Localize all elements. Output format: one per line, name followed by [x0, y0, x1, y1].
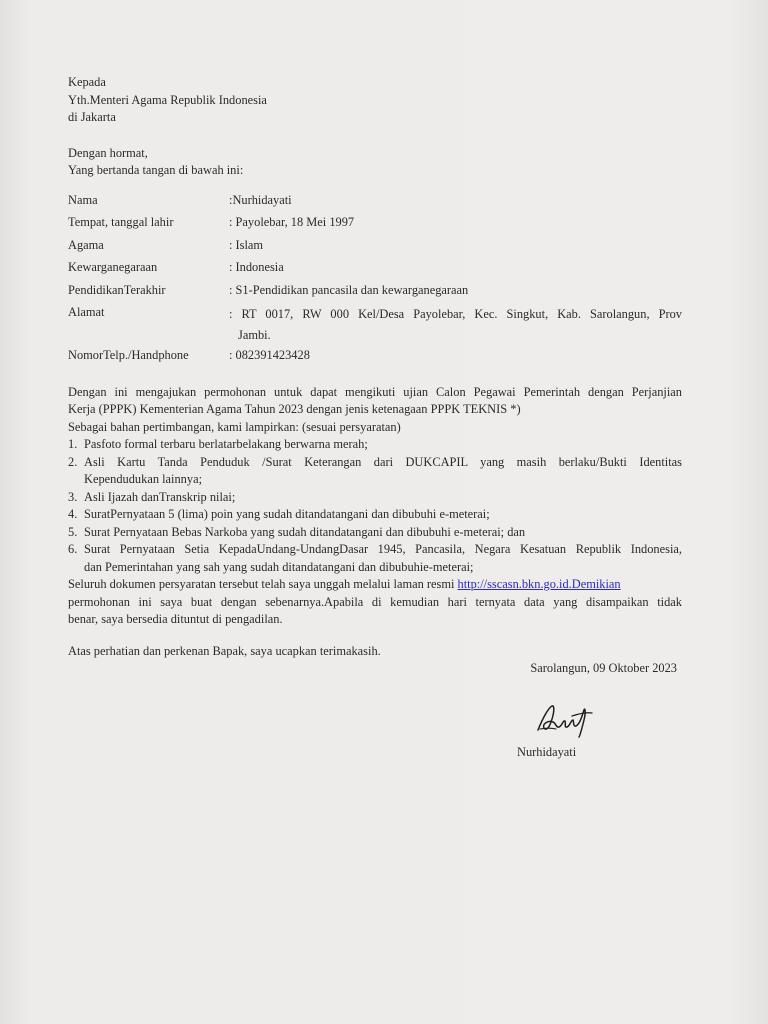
- request-paragraph: [68, 384, 682, 437]
- identity-value: :Nurhidayati: [229, 192, 292, 207]
- list-item: [68, 436, 682, 454]
- attachments-list: [68, 436, 682, 576]
- identity-row-kewarganegaraan: [68, 259, 682, 282]
- identity-label: Nama: [68, 192, 98, 207]
- identity-row-nama: [68, 192, 682, 215]
- identity-label: Agama: [68, 237, 104, 252]
- closing-paragraph: [68, 576, 682, 629]
- letter-body: [68, 74, 682, 759]
- closing-line: benar, saya bersedia dituntut di pengadilan.: [68, 612, 283, 626]
- identity-value: : Indonesia: [229, 260, 284, 274]
- identity-row-agama: [68, 237, 682, 260]
- closing-line: permohonan ini saya buat dengan sebenarnya.Apabila di kemudian hari ternyata data yang disampaikan tidak: [68, 594, 682, 609]
- list-item: [68, 541, 682, 576]
- list-text: Asli Ijazah danTranskrip nilai;: [84, 489, 236, 504]
- sscasn-link[interactable]: http://sscasn.bkn.go.id.Demikian: [457, 577, 621, 591]
- recipient-place: di Jakarta: [68, 110, 116, 124]
- list-text: Asli Kartu Tanda Penduduk /Surat Keterangan dari DUKCAPIL yang masih berlaku/Bukti Identitas: [84, 454, 682, 469]
- list-item: [68, 506, 682, 524]
- identity-label: Alamat: [68, 305, 105, 319]
- list-number: 2.: [68, 454, 78, 469]
- list-text: dan Pemerintahan yang sah yang sudah ditandatangani dan dibubuhie-meterai;: [84, 559, 474, 574]
- list-item: [68, 454, 682, 489]
- request-line: Dengan ini mengajukan permohonan untuk dapat mengikuti ujian Calon Pegawai Pemerintah dengan Perjanjian: [68, 384, 682, 399]
- identity-label: PendidikanTerakhir: [68, 282, 166, 297]
- greeting: Dengan hormat,: [68, 145, 148, 160]
- identity-label: Kewarganegaraan: [68, 260, 158, 274]
- list-number: 6.: [68, 542, 78, 556]
- address-line-1: : RT 0017, RW 000 Kel/Desa Payolebar, Kec. Singkut, Kab. Sarolangun, Prov: [229, 307, 682, 321]
- list-text: SuratPernyataan 5 (lima) poin yang sudah ditandatangani dan dibubuhi e-meterai;: [84, 507, 490, 521]
- identity-label: NomorTelp./Handphone: [68, 348, 189, 362]
- identity-row-ttl: [68, 214, 682, 237]
- identity-value: : Payolebar, 18 Mei 1997: [229, 215, 355, 229]
- list-number: 5.: [68, 524, 78, 539]
- list-number: 4.: [68, 507, 78, 521]
- recipient: Yth.Menteri Agama Republik Indonesia: [68, 92, 267, 107]
- identity-row-alamat: [68, 304, 682, 347]
- list-text: Kependudukan lainnya;: [84, 472, 203, 486]
- list-item: [68, 489, 682, 507]
- request-line: Kerja (PPPK) Kementerian Agama Tahun 2023 dengan jenis ketenagaan PPPK TEKNIS *): [68, 402, 521, 416]
- list-number: 1.: [68, 437, 78, 451]
- salutation-to: Kepada: [68, 75, 106, 89]
- list-text: Pasfoto formal terbaru berlatarbelakang berwarna merah;: [84, 437, 368, 451]
- identity-row-telp: [68, 347, 682, 370]
- identity-value-address: [229, 304, 682, 346]
- identity-value: : Islam: [229, 237, 264, 252]
- intro: Yang bertanda tangan di bawah ini:: [68, 163, 244, 177]
- identity-value: : 082391423428: [229, 348, 310, 362]
- list-item: [68, 524, 682, 542]
- address-line-2: Jambi.: [238, 328, 271, 342]
- list-text: Surat Pernyataan Setia KepadaUndang-UndangDasar 1945, Pancasila, Negara Kesatuan Republik Indonesia,: [84, 542, 682, 556]
- closing-line: [68, 576, 682, 594]
- list-number: 3.: [68, 489, 78, 504]
- identity-table: [68, 192, 682, 370]
- thanks-line: Atas perhatian dan perkenan Bapak, saya ucapkan terimakasih.: [68, 643, 381, 658]
- signer-name: Nurhidayati: [517, 745, 577, 759]
- place-date: Sarolangun, 09 Oktober 2023: [530, 661, 677, 675]
- list-text: Surat Pernyataan Bebas Narkoba yang sudah ditandatangani dan dibubuhi e-meterai; dan: [84, 524, 526, 539]
- identity-label: Tempat, tanggal lahir: [68, 215, 174, 229]
- closing-text: Seluruh dokumen persyaratan tersebut telah saya unggah melalui laman resmi: [68, 577, 458, 591]
- handwritten-signature: [532, 698, 594, 738]
- identity-row-pendidikan: [68, 282, 682, 305]
- identity-value: : S1-Pendidikan pancasila dan kewarganegaraan: [229, 282, 469, 297]
- attachments-intro: Sebagai bahan pertimbangan, kami lampirkan: (sesuai persyaratan): [68, 419, 401, 434]
